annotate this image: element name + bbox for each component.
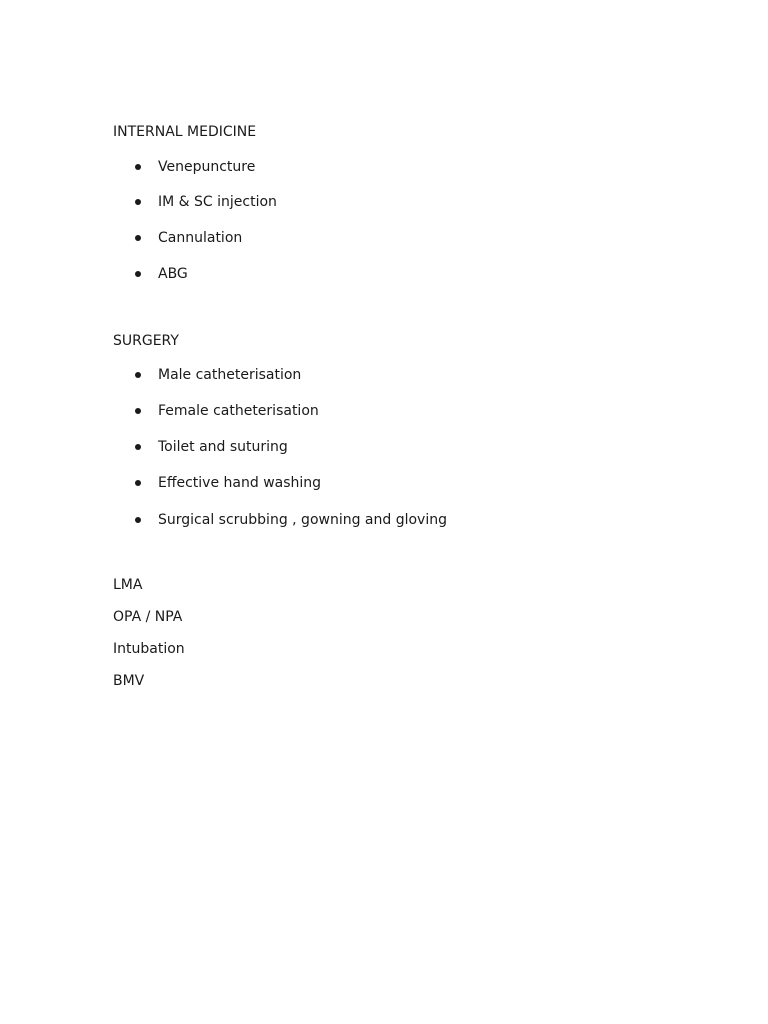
list-item-label: Male catheterisation bbox=[158, 367, 302, 383]
section-heading-internal-medicine: INTERNAL MEDICINE bbox=[113, 124, 257, 140]
list-item-label: Cannulation bbox=[158, 230, 243, 246]
list-item-label: Venepuncture bbox=[158, 159, 256, 175]
list-item-label: IM & SC injection bbox=[158, 194, 277, 210]
bullet-icon bbox=[135, 235, 141, 241]
section-heading-surgery: SURGERY bbox=[113, 333, 179, 349]
bullet-icon bbox=[135, 199, 141, 205]
bullet-icon bbox=[135, 372, 141, 378]
bullet-icon bbox=[135, 271, 141, 277]
list-item-label: Female catheterisation bbox=[158, 403, 319, 419]
list-item-label: ABG bbox=[158, 266, 188, 282]
bullet-icon bbox=[135, 444, 141, 450]
text-line-opa-npa: OPA / NPA bbox=[113, 609, 183, 625]
bullet-icon bbox=[135, 480, 141, 486]
bullet-icon bbox=[135, 408, 141, 414]
list-item-label: Effective hand washing bbox=[158, 475, 322, 491]
text-line-lma: LMA bbox=[113, 577, 143, 593]
bullet-icon bbox=[135, 517, 141, 523]
text-line-bmv: BMV bbox=[113, 673, 145, 689]
list-item-label: Surgical scrubbing , gowning and gloving bbox=[158, 512, 447, 528]
bullet-icon bbox=[135, 164, 141, 170]
text-line-intubation: Intubation bbox=[113, 641, 185, 657]
list-item-label: Toilet and suturing bbox=[158, 439, 288, 455]
